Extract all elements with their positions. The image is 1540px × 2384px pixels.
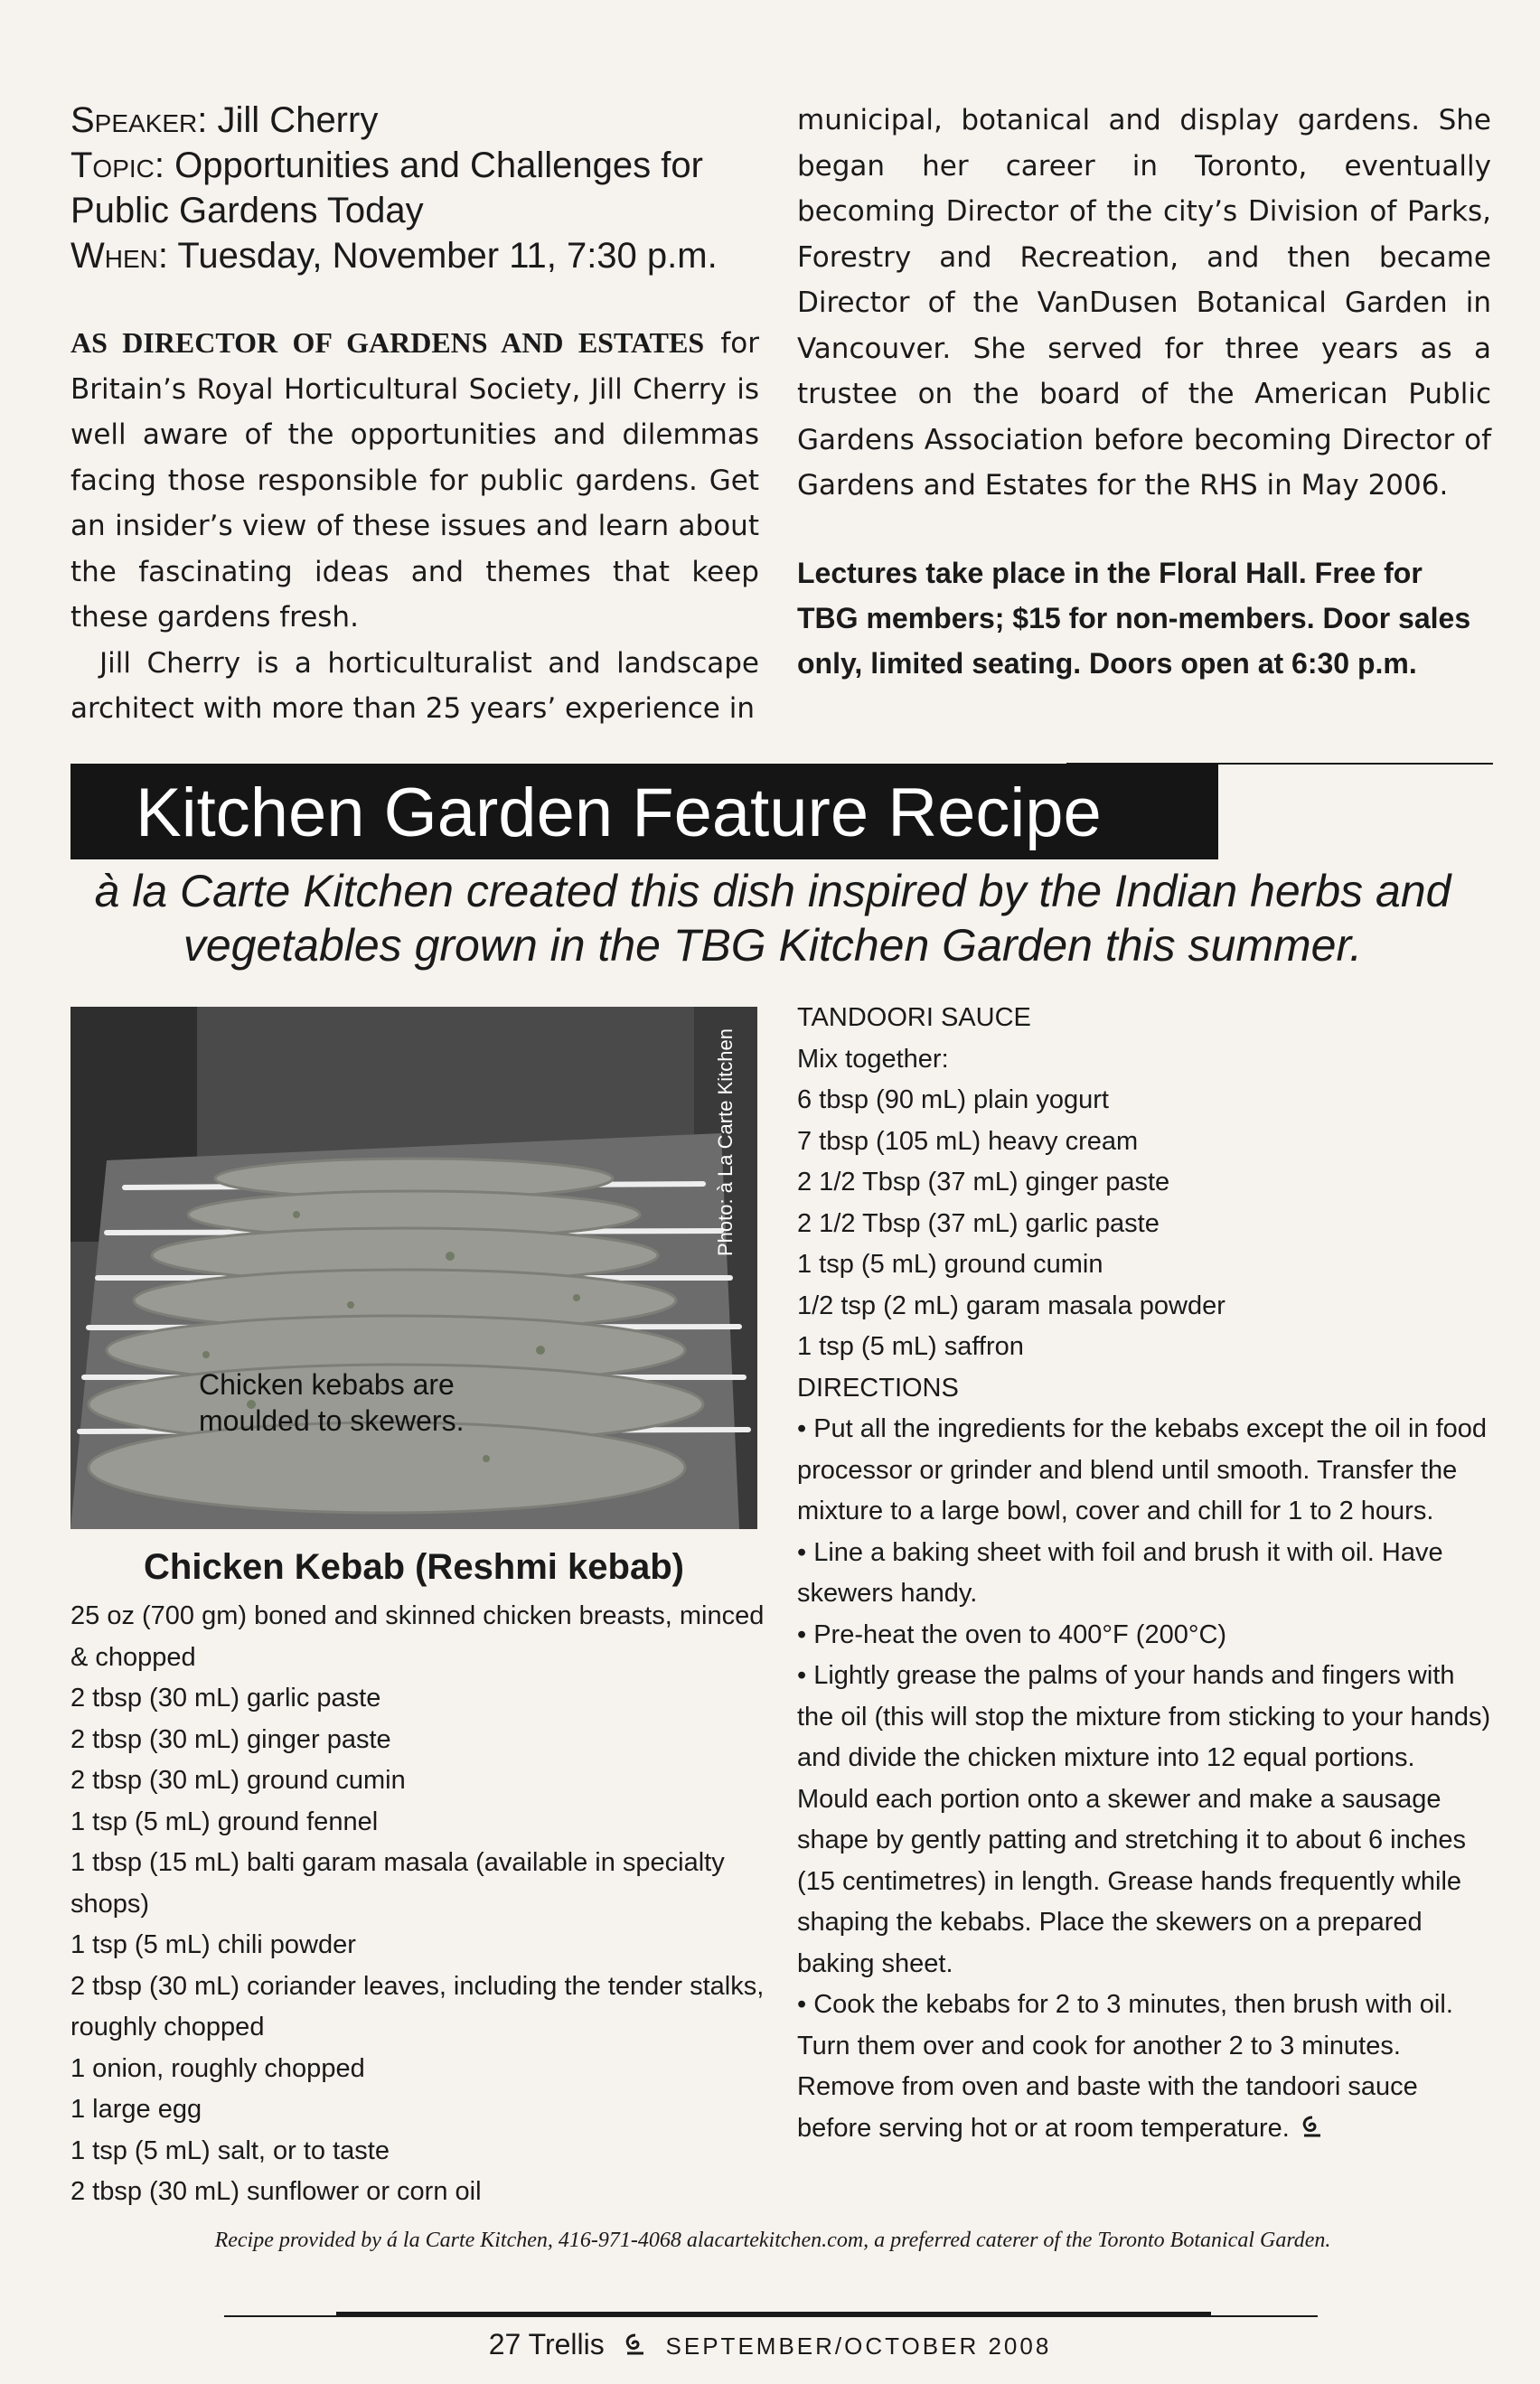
photo-credit: Photo: à La Carte Kitchen [714, 1028, 737, 1256]
footer-rule-thick [336, 2312, 1211, 2316]
ingredient-item: 2 tbsp (30 mL) ginger paste [70, 1724, 391, 1754]
sauce-item: 1 tsp (5 mL) ground cumin [797, 1250, 1103, 1279]
speaker-label: Speaker: [70, 100, 208, 140]
ingredient-item: 1 tsp (5 mL) chili powder [70, 1930, 356, 1959]
speaker-line [70, 98, 759, 143]
recipe-credit: Recipe provided by á la Carte Kitchen, 416-971-4068 alacartekitchen.com, a preferred caterer of the Toronto Botanical Garden. [214, 2229, 1331, 2252]
ingredient-item: 2 tbsp (30 mL) sunflower or corn oil [70, 2177, 482, 2206]
sauce-heading: TANDOORI SAUCE [797, 1003, 1031, 1032]
publication-name: Trellis [528, 2328, 605, 2361]
direction-step [797, 1985, 1493, 2149]
sauce-item: 1 tsp (5 mL) saffron [797, 1332, 1024, 1361]
ingredient-item: 25 oz (700 gm) boned and skinned chicken breasts, minced & chopped [70, 1601, 765, 1672]
ingredient-item: 1 large egg [70, 2095, 202, 2124]
ingredient-item: 1 tbsp (15 mL) balti garam masala (available in specialty shops) [70, 1848, 725, 1919]
trellis-swirl-icon [624, 2333, 647, 2357]
lead-in-caps: AS DIRECTOR OF GARDENS AND ESTATES [70, 326, 705, 359]
page-number: 27 [488, 2328, 521, 2361]
paragraph-1-text: for Britain’s Royal Horticultural Society, Jill Cherry is well aware of the opportunities and dilemmas facing those responsible for public gardens. Get an insider’s view of these issues and learn about the fascinating ideas and themes that keep these gardens fresh. [70, 327, 760, 634]
feature-subtitle: à la Carte Kitchen created this dish inspired by the Indian herbs and vegetables grown in the TBG Kitchen Garden this summer. [94, 866, 1451, 971]
ingredient-item: 2 tbsp (30 mL) garlic paste [70, 1684, 381, 1713]
ingredient-item: 2 tbsp (30 mL) coriander leaves, including the tender stalks, roughly chopped [70, 1971, 765, 2041]
when-label: When: [70, 236, 168, 276]
lecture-paragraph-1 [70, 320, 759, 641]
sauce-and-directions-column [797, 998, 1493, 2149]
recipe-title: Chicken Kebab (Reshmi kebab) [144, 1547, 684, 1587]
ingredient-item: 1 tsp (5 mL) ground fennel [70, 1807, 379, 1836]
sauce-item: 7 tbsp (105 mL) heavy cream [797, 1126, 1139, 1156]
topic-label: Topic: [70, 145, 165, 185]
when-text: Tuesday, November 11, 7:30 p.m. [177, 236, 718, 276]
sauce-item: 1/2 tsp (2 mL) garam masala powder [797, 1291, 1225, 1320]
lecture-right-column [797, 98, 1491, 686]
ingredient-item: 2 tbsp (30 mL) ground cumin [70, 1766, 406, 1795]
direction-step: • Lightly grease the palms of your hands and fingers with the oil (this will stop the mixture from sticking to your hands) and divide the chicken mixture into 12 equal portions. Mould each portion onto a skewer and make a sausage shape by gently patting and stretching it to about 6 inches (15 centimetres) in length. Grease hands frequently while shaping the kebabs. Place the skewers on a prepared baking sheet. [797, 1661, 1491, 1978]
lecture-notice: Lectures take place in the Floral Hall. Free for TBG members; $15 for non-members. Door sales only, limited seating. Doors open at 6:30 p.m. [797, 556, 1471, 680]
ingredient-item: 1 tsp (5 mL) salt, or to taste [70, 2135, 390, 2165]
sauce-list [797, 1080, 1493, 1368]
kebab-photo [70, 1007, 757, 1529]
ingredient-list [70, 1596, 766, 2213]
topic-line [70, 143, 759, 233]
direction-step: • Put all the ingredients for the kebabs except the oil in food processor or grinder and blend until smooth. Transfer the mixture to a large bowl, cover and chill for 1 to 2 hours. [797, 1414, 1488, 1525]
direction-step: • Line a baking sheet with foil and brush it with oil. Have skewers handy. [797, 1537, 1443, 1608]
sauce-item: 2 1/2 Tbsp (37 mL) ginger paste [797, 1168, 1170, 1197]
sauce-intro: Mix together: [797, 1044, 949, 1074]
when-line [70, 233, 759, 278]
topic-text: Opportunities and Challenges for Public Gardens Today [70, 145, 703, 230]
feature-banner-title: Kitchen Garden Feature Recipe [136, 774, 1102, 851]
sauce-item: 2 1/2 Tbsp (37 mL) garlic paste [797, 1208, 1160, 1238]
lecture-left-column [70, 98, 759, 732]
issue-date: SEPTEMBER/OCTOBER 2008 [665, 2332, 1052, 2360]
kebab-illustration [70, 1007, 757, 1529]
speaker-name: Jill Cherry [217, 100, 379, 140]
directions-list [797, 1409, 1493, 2149]
page-footer [0, 2328, 1540, 2361]
direction-step: • Pre-heat the oven to 400°F (200°C) [797, 1619, 1227, 1649]
lecture-paragraph-2-continued: municipal, botanical and display gardens. She began her career in Toronto, eventually becoming Director of the city’s Division of Parks, Forestry and Recreation, and then became Director of the VanDusen Botanical Garden in Vancouver. She served for three years as a trustee on the board of the American Public Gardens Association before becoming Director of Gardens and Estates for the RHS in May 2006. [797, 104, 1491, 502]
lecture-paragraph-2: Jill Cherry is a horticulturalist and landscape architect with more than 25 years’ experience in [70, 646, 759, 725]
sauce-item: 6 tbsp (90 mL) plain yogurt [797, 1085, 1109, 1114]
photo-caption: Chicken kebabs are moulded to skewers. [199, 1368, 465, 1437]
directions-heading: DIRECTIONS [797, 1373, 959, 1403]
direction-step-text: • Cook the kebabs for 2 to 3 minutes, then brush with oil. Turn them over and cook for another 2 to 3 minutes. Remove from oven and baste with the tandoori sauce before serving hot or at room temperature. [797, 1990, 1453, 2143]
ingredient-item: 1 onion, roughly chopped [70, 2053, 365, 2083]
trellis-swirl-icon [1301, 2116, 1324, 2139]
